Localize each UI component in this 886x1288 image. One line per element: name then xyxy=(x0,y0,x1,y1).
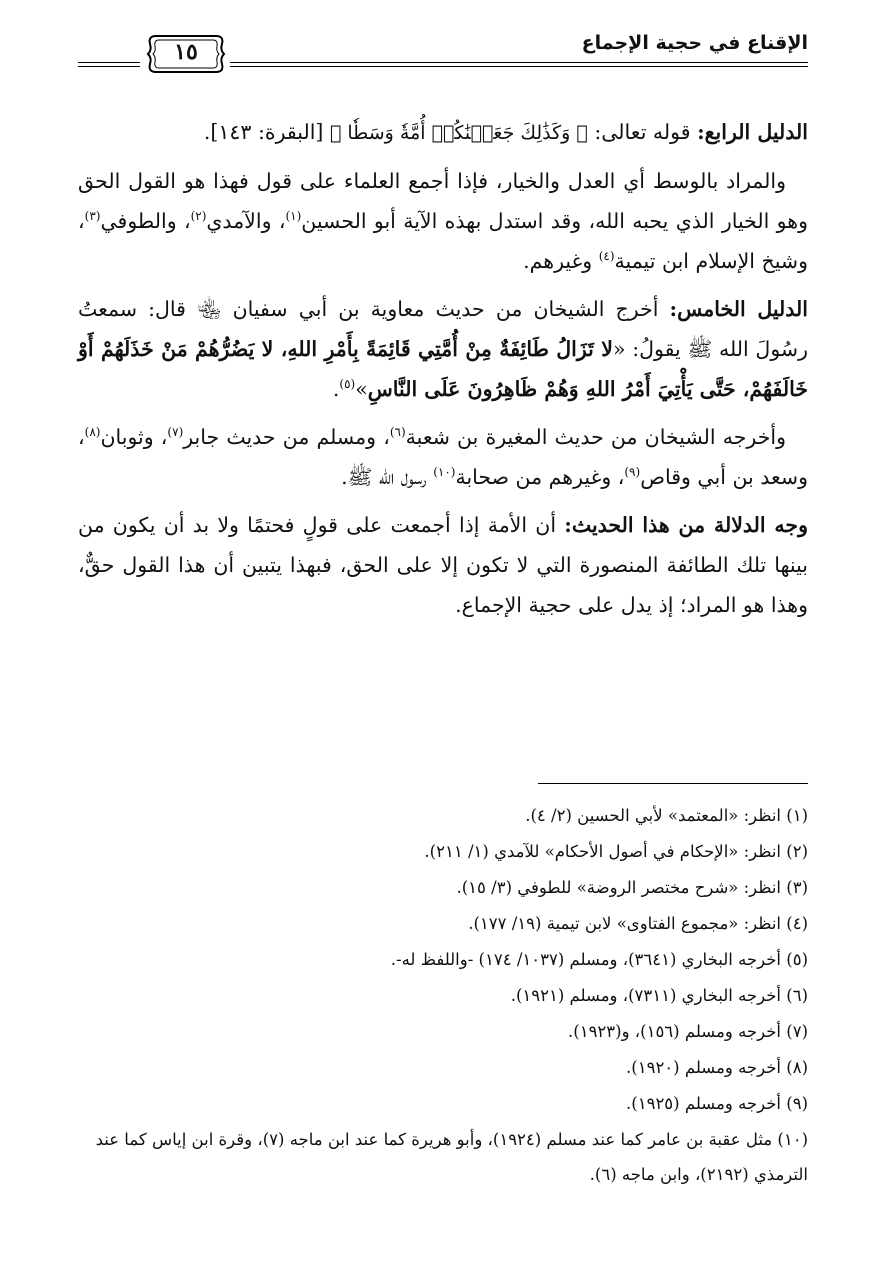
footnote-item: (١) انظر: «المعتمد» لأبي الحسين (٢/ ٤). xyxy=(525,806,808,825)
text-span: ، وغيرهم من صحابة xyxy=(455,465,625,489)
text-span: أخرج الشيخان من حديث معاوية بن أبي سفيان ﵄ قال: سمعتُ رسُولَ الله ﷺ يقولُ: « xyxy=(78,297,808,361)
paragraph-evidence-five xyxy=(78,289,808,409)
footnote-item: (٢) انظر: «الإحكام في أصول الأحكام» للآمدي (١/ ٢١١). xyxy=(424,842,808,861)
header-rule-left xyxy=(78,62,140,67)
evidence-heading: الدليل الرابع: xyxy=(697,120,808,144)
footnote-ref[interactable]: (٣) xyxy=(84,209,101,224)
page-number-badge xyxy=(146,32,226,76)
footnote-ref[interactable]: (٤) xyxy=(598,249,615,264)
footnote-item: (١٠) مثل عقبة بن عامر كما عند مسلم (١٩٢٤)، وأبو هريرة كما عند ابن ماجه (٧)، وقرة ابن إياس كما عند الترمذي (٢١٩٢)، وابن ماجه (٦). xyxy=(95,1130,808,1184)
evidence-heading: وجه الدلالة من هذا الحديث: xyxy=(564,513,808,537)
text-span: وأخرجه الشيخان من حديث المغيرة بن شعبة xyxy=(405,425,786,449)
page-number: ١٥ xyxy=(174,39,198,65)
quran-reference: [البقرة: ١٤٣]. xyxy=(203,120,330,144)
footnote-item: (٥) أخرجه البخاري (٣٦٤١)، ومسلم (١٠٣٧/ ١٧٤) -واللفظ له-. xyxy=(390,950,808,969)
footnote-ref[interactable]: (٨) xyxy=(84,425,101,440)
text-span: ، ومسلم من حديث جابر xyxy=(183,425,390,449)
footnote-ref[interactable]: (١) xyxy=(285,209,302,224)
footnote-ref[interactable]: (٩) xyxy=(624,465,641,480)
footnote-item: (٩) أخرجه ومسلم (١٩٢٥). xyxy=(626,1094,808,1113)
footnote-ref[interactable]: (١٠) xyxy=(433,465,456,480)
text-span: ، وثوبان xyxy=(100,425,168,449)
footnote-item: (٤) انظر: «مجموع الفتاوى» لابن تيمية (١٩/ ١٧٧). xyxy=(468,914,808,933)
page-header xyxy=(78,26,808,80)
running-title: الإقناع في حجية الإجماع xyxy=(581,32,808,54)
footnote-item: (٦) أخرجه البخاري (٧٣١١)، ومسلم (١٩٢١). xyxy=(510,986,808,1005)
paragraph-narrations xyxy=(78,417,808,497)
footnote-item: (٣) انظر: «شرح مختصر الروضة» للطوفي (٣/ ١٥). xyxy=(456,878,808,897)
text-span: والمراد بالوسط أي العدل والخيار، فإذا أجمع العلماء على قول فهذا هو القول الحق وهو الخيار الذي يحبه الله، وقد استدل بهذه الآية أبو الحسين xyxy=(78,169,808,233)
paragraph-evidence-four xyxy=(78,112,808,153)
text-span: ، والطوفي xyxy=(100,209,191,233)
footnotes-list xyxy=(78,798,808,1192)
text-span: . xyxy=(332,377,340,401)
text-span: وغيرهم. xyxy=(523,249,599,273)
footnote-ref[interactable]: (٥) xyxy=(339,377,356,392)
footnote-separator xyxy=(538,783,808,784)
footnote-ref[interactable]: (٢) xyxy=(190,209,207,224)
quran-quote: ﴿ وَكَذَٰلِكَ جَعَلۡنَٰكُمۡ أُمَّةٗ وَسَطٗا ﴾ xyxy=(329,122,588,144)
text-span: ، وشيخ الإسلام ابن تيمية xyxy=(78,209,808,273)
text-span: » xyxy=(355,377,368,401)
footnote-ref[interactable]: (٧) xyxy=(167,425,184,440)
text-span: قوله تعالى: xyxy=(587,120,698,144)
paragraph-indication xyxy=(78,505,808,625)
text-span: أن الأمة إذا أجمعت على قولٍ فحتمًا ولا بد أن يكون من بينها تلك الطائفة المنصورة التي لا تكون إلا على الحق، فبهذا يتبين أن هذا القول حقٌّ، وهذا هو المراد؛ إذ يدل على حجية الإجماع. xyxy=(78,513,808,617)
hadith-text: لا تَزَالُ طَائِفَةٌ مِنْ أُمَّتِي قَائِمَةً بِأَمْرِ اللهِ، لا يَضُرُّهُمْ مَنْ خَذَلَهُمْ أَوْ خَالَفَهُمْ، حَتَّى يَأْتِيَ أَمْرُ اللهِ وَهُمْ ظَاهِرُونَ عَلَى النَّاسِ xyxy=(78,337,808,401)
text-span: رسول الله ﷺ. xyxy=(341,465,434,489)
text-span: ، والآمدي xyxy=(206,209,286,233)
main-text xyxy=(78,112,808,633)
footnote-item: (٧) أخرجه ومسلم (١٥٦)، و(١٩٢٣). xyxy=(568,1022,808,1041)
evidence-heading: الدليل الخامس: xyxy=(669,297,809,321)
footnote-ref[interactable]: (٦) xyxy=(389,425,406,440)
footnote-item: (٨) أخرجه ومسلم (١٩٢٠). xyxy=(626,1058,808,1077)
paragraph-wasat xyxy=(78,161,808,281)
text-span: ، وسعد بن أبي وقاص xyxy=(78,425,808,489)
header-rule-right xyxy=(230,62,808,67)
